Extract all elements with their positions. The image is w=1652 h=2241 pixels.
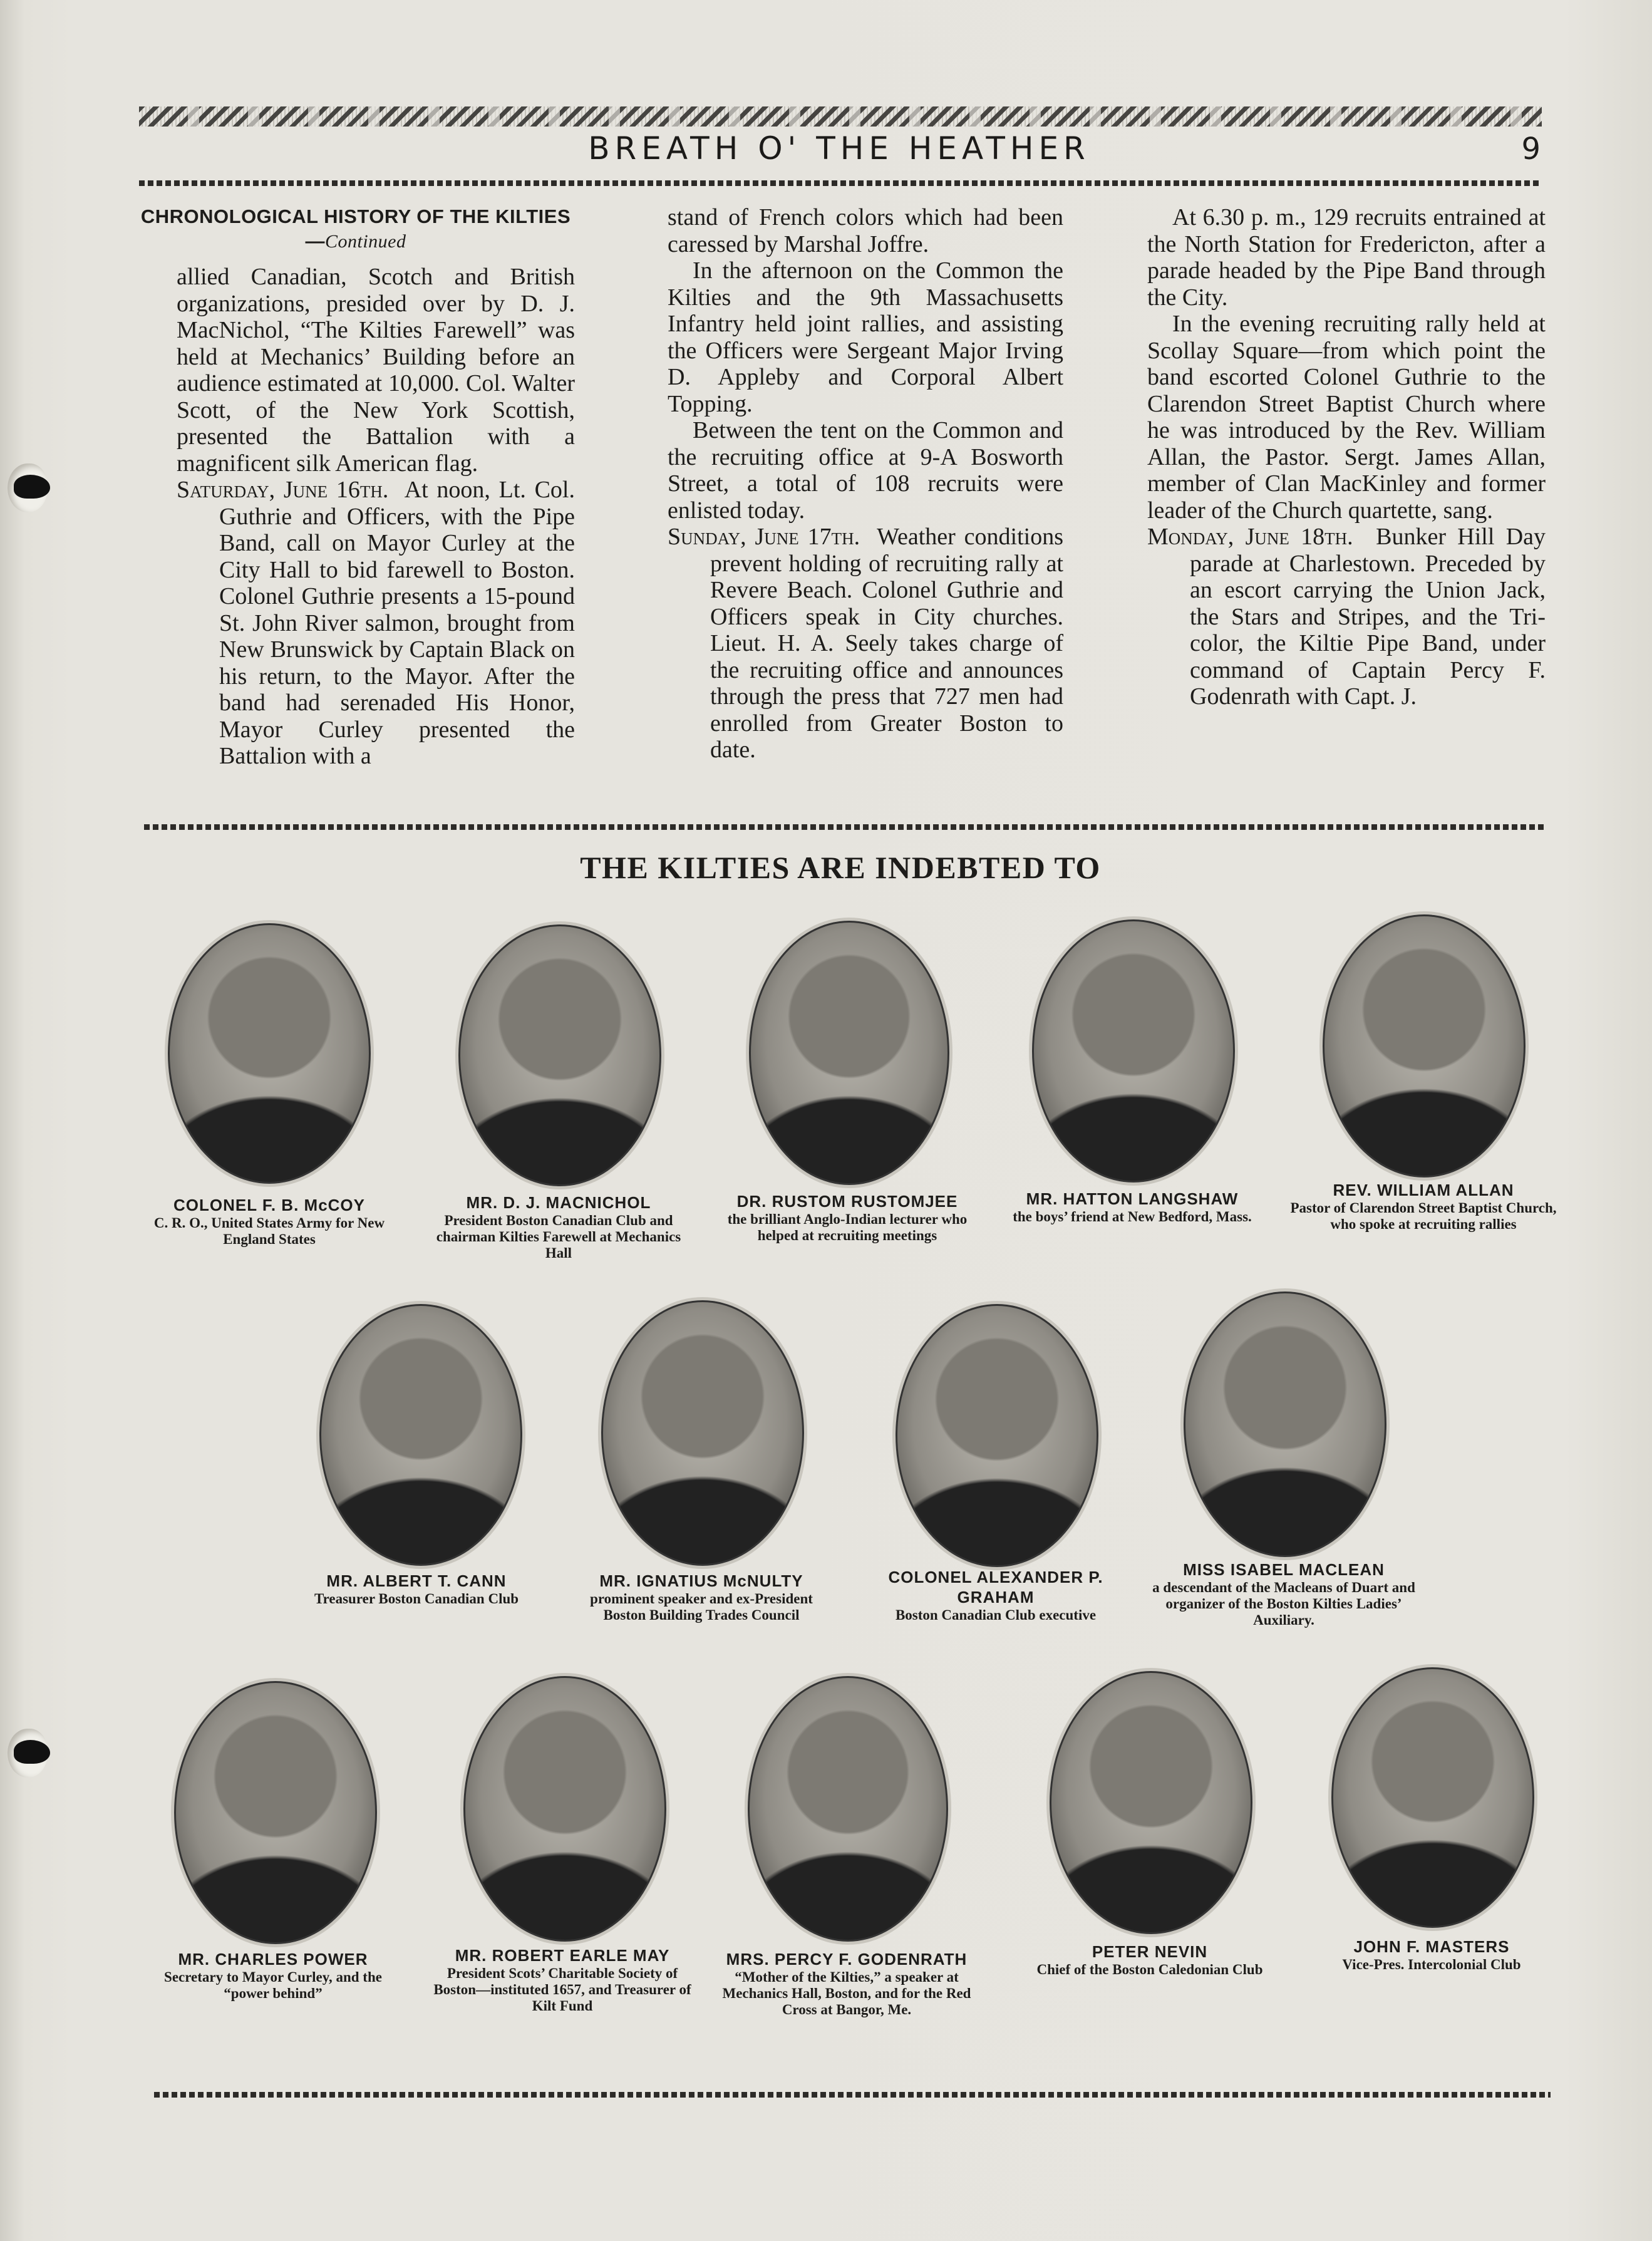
article-heading-text: CHRONOLOGICAL HISTORY OF THE KILTIES— [140, 205, 571, 252]
paragraph: In the evening recruiting rally held at Scollay Square—from which point the band escorted Colonel Guthrie to the Clarendon Street Baptist Church where he was introduced by the Rev. William Allan, the Pastor. Sergt. James Allan, member of Clan MacKinley and former leader of the Church quartette, sang. [1147, 311, 1546, 524]
dated-paragraph [1147, 524, 1546, 710]
portrait-name: COLONEL F. B. McCOY [173, 1196, 365, 1214]
portrait-photo-icon [1323, 914, 1526, 1177]
portrait-name: DR. RUSTOM RUSTOMJEE [736, 1192, 958, 1211]
portrait-description: Secretary to Mayor Curley, and the “power behind” [164, 1969, 382, 2001]
paragraph: At 6.30 p. m., 129 recruits entrained at the North Station for Fredericton, after a parade headed by the Pipe Band through the City. [1147, 204, 1546, 311]
masthead [138, 130, 1541, 174]
binding-hole-icon [8, 463, 48, 512]
portrait-name: MR. D. J. MACNICHOL [466, 1193, 651, 1212]
portrait-photo-icon [174, 1681, 377, 1944]
portrait-description: Chief of the Boston Caledonian Club [1036, 1962, 1263, 1977]
col2-body [625, 204, 1063, 763]
portrait-caption [718, 1191, 977, 1244]
entry-text: Bunker Hill Day parade at Charlestown. Preceded by an escort carrying the Union Jack, the Stars and Stripes, and the Tri-color, the Kiltie Pipe Band, under command of Captain Percy F. Godenrath with Capt. J. [1190, 524, 1546, 710]
portrait-photo-icon [1032, 919, 1235, 1183]
portrait-caption [431, 1945, 694, 2014]
portrait-description: Pastor of Clarendon Street Baptist Church, who spoke at recruiting rallies [1290, 1200, 1557, 1232]
portrait-name: MR. CHARLES POWER [178, 1950, 368, 1969]
article-heading [137, 204, 575, 254]
portrait-caption [864, 1567, 1127, 1623]
dated-paragraph [668, 524, 1063, 763]
portrait-caption [142, 1949, 405, 2002]
portrait-photo-icon [1331, 1667, 1534, 1928]
portrait-description: President Scots’ Charitable Society of Boston—instituted 1657, and Treasurer of Kilt Fund [433, 1965, 691, 2014]
paragraph: In the afternoon on the Common the Kilties and the 9th Massachusetts Infantry held joint rallies, and assisting the Officers were Sergeant Major Irving D. Appleby and Corporal Albert Topping. [668, 257, 1063, 417]
portrait-caption [1289, 1180, 1558, 1233]
entry-text: At noon, Lt. Col. Guthrie and Officers, with the Pipe Band, call on Mayor Curley at the City Hall to bid farewell to Boston. Colonel Guthrie presents a 15-pound St. John River salmon, brought from New Brunswick by Captain Black on his return, to the Mayor. After the band had serenaded His Honor, Mayor Curley presented the Battalion with a [219, 477, 575, 769]
portrait-description: “Mother of the Kilties,” a speaker at Mechanics Hall, Boston, and for the Red Cross at Bangor, Me. [722, 1969, 971, 2017]
portrait-name: MR. ROBERT EARLE MAY [455, 1946, 670, 1965]
portrait-caption [430, 1193, 688, 1261]
portrait-photo-icon [1184, 1291, 1386, 1557]
portrait-name: MR. ALBERT T. CANN [326, 1571, 507, 1590]
portrait-description: prominent speaker and ex-President Boston Building Trades Council [590, 1591, 813, 1623]
portrait-caption [138, 1195, 401, 1248]
portrait-description: the boys’ friend at New Bedford, Mass. [1013, 1209, 1252, 1224]
portrait-description: C. R. O., United States Army for New England States [153, 1215, 385, 1247]
portrait-description: President Boston Canadian Club and chairman Kilties Farewell at Mechanics Hall [436, 1213, 681, 1261]
portrait-photo-icon [748, 1676, 948, 1942]
entry-date: Monday, June 18th. [1147, 524, 1353, 550]
portrait-name: COLONEL ALEXANDER P. GRAHAM [888, 1568, 1103, 1607]
paragraph: Between the tent on the Common and the recruiting office at 9-A Bosworth Street, a total of 108 recruits were enlisted today. [668, 417, 1063, 524]
portrait-caption [1018, 1942, 1281, 1978]
portrait-caption [1300, 1937, 1563, 1973]
portrait-name: MISS ISABEL MACLEAN [1183, 1560, 1385, 1579]
portrait-name: PETER NEVIN [1092, 1942, 1208, 1961]
portrait-description: a descendant of the Macleans of Duart and organizer of the Boston Kilties Ladies’ Auxiliary. [1152, 1580, 1415, 1628]
portrait-caption [714, 1949, 979, 2018]
portrait-photo-icon [463, 1676, 666, 1942]
portrait-photo-icon [319, 1304, 522, 1566]
portrait-name: JOHN F. MASTERS [1353, 1937, 1510, 1956]
portrait-name: REV. WILLIAM ALLAN [1333, 1181, 1514, 1199]
paragraph: allied Canadian, Scotch and British organizations, presided over by D. J. MacNichol, “The Kilties Farewell” was held at Mechanics’ Building before an audience estimated at 10,000. Col. Walter Scott, of the New York Scottish, presented the Battalion with a magnificent silk American flag. [177, 264, 575, 477]
portrait-photo-icon [749, 921, 949, 1185]
portrait-photo-icon [1050, 1671, 1252, 1934]
col1-body [137, 264, 575, 770]
footer-rule [154, 2092, 1551, 2098]
col3-body [1106, 204, 1546, 710]
portrait-photo-icon [168, 923, 371, 1184]
article-column-1 [137, 204, 575, 770]
portrait-description: Boston Canadian Club executive [895, 1607, 1097, 1623]
entry-date: Saturday, June 16th. [177, 477, 389, 503]
portrait-caption [1001, 1189, 1264, 1225]
header-rule [139, 180, 1542, 186]
portrait-name: MR. IGNATIUS McNULTY [599, 1571, 803, 1590]
portrait-description: Treasurer Boston Canadian Club [314, 1591, 519, 1607]
paragraph: stand of French colors which had been caressed by Marshal Joffre. [668, 204, 1063, 257]
decorative-header-band [139, 106, 1542, 127]
dated-paragraph [177, 477, 575, 770]
portrait-description: the brilliant Anglo-Indian lecturer who helped at recruiting meetings [727, 1211, 968, 1243]
portrait-caption [570, 1571, 833, 1623]
section-rule [144, 824, 1547, 830]
article-heading-continued: Continued [325, 231, 406, 252]
page-number: 9 [1521, 132, 1541, 167]
portrait-description: Vice-Pres. Intercolonial Club [1342, 1957, 1521, 1972]
portrait-caption [1152, 1560, 1415, 1628]
publication-title: BREATH O' THE HEATHER [588, 130, 1090, 167]
article-column-3 [1106, 204, 1546, 710]
portrait-name: MRS. PERCY F. GODENRATH [726, 1950, 968, 1969]
portrait-name: MR. HATTON LANGSHAW [1026, 1189, 1239, 1208]
article-column-2 [625, 204, 1063, 763]
portrait-photo-icon [896, 1304, 1098, 1567]
binding-hole-icon [8, 1729, 48, 1778]
entry-text: Weather conditions prevent holding of recruiting rally at Revere Beach. Colonel Guthrie and Officers speak in City churches. Lieut. H. A. Seely takes charge of the recruiting office and announces through the press that 727 men had enrolled from Greater Boston to date. [710, 524, 1063, 763]
section-title: THE KILTIES ARE INDEBTED TO [580, 850, 1101, 885]
entry-date: Sunday, June 17th. [668, 524, 860, 550]
portrait-photo-icon [601, 1300, 804, 1566]
portrait-caption [276, 1571, 557, 1607]
portrait-photo-icon [458, 924, 661, 1186]
